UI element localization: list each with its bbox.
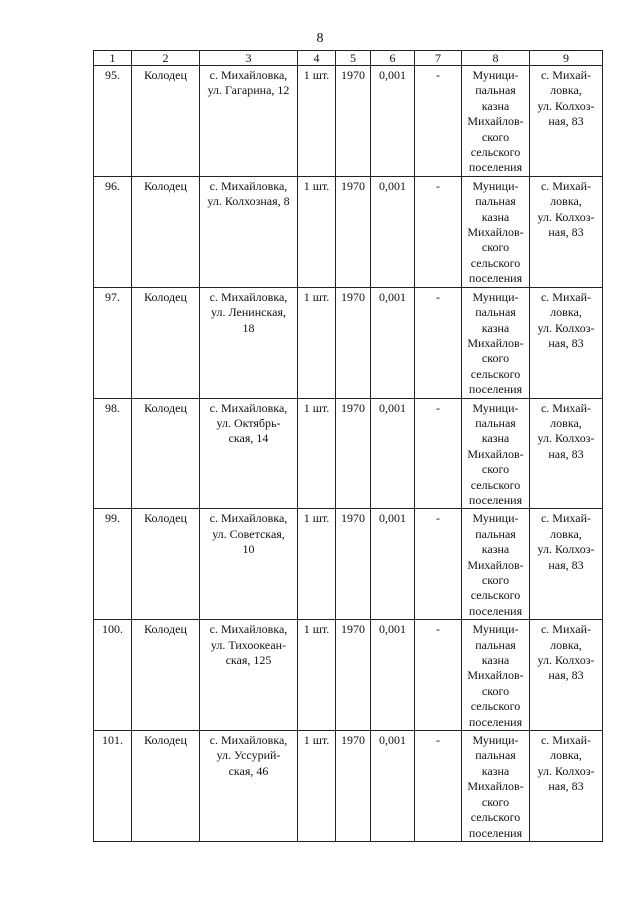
cell-line: ская, 125 xyxy=(225,653,272,668)
cell-line: с. Михай- xyxy=(540,289,591,304)
object-name-cell: Колодец xyxy=(132,620,200,731)
cell-line: сельского xyxy=(470,699,521,714)
owner-cell xyxy=(462,509,530,620)
cell-line: ловка, xyxy=(550,415,582,430)
value-cell: 0,001 xyxy=(371,398,415,509)
year-cell: 1970 xyxy=(336,509,371,620)
row-number-cell: 95. xyxy=(94,66,132,177)
cell-line: ная, 83 xyxy=(548,114,584,129)
row-number-cell: 100. xyxy=(94,620,132,731)
cell-line: Муници- xyxy=(472,511,519,526)
year-cell: 1970 xyxy=(336,66,371,177)
object-name-cell: Колодец xyxy=(132,66,200,177)
quantity-cell: 1 шт. xyxy=(298,287,336,398)
cell-line: ул. Тихоокеан- xyxy=(210,637,287,652)
cell-line: Муници- xyxy=(472,622,519,637)
column-number: 5 xyxy=(336,51,371,66)
location-cell xyxy=(530,620,603,731)
location-cell xyxy=(530,731,603,842)
cell-line: с. Михай- xyxy=(540,622,591,637)
cell-line: с. Михайловка, xyxy=(209,68,288,82)
cell-line: ского xyxy=(481,240,510,255)
column-7-cell: - xyxy=(415,176,462,287)
cell-line: Михайлов- xyxy=(467,335,524,350)
cell-line: ул. Гагарина, 12 xyxy=(207,83,290,98)
cell-line: казна xyxy=(481,763,510,778)
cell-line: поселения xyxy=(468,825,523,840)
cell-line: ная, 83 xyxy=(548,335,584,350)
cell-line: ная, 83 xyxy=(548,446,584,461)
cell-line: ул. Октябрь- xyxy=(216,415,281,430)
cell-line: с. Михайловка, xyxy=(209,511,288,526)
cell-line: с. Михай- xyxy=(540,68,591,82)
cell-line: Муници- xyxy=(472,68,519,82)
column-7-cell: - xyxy=(415,731,462,842)
quantity-cell: 1 шт. xyxy=(298,509,336,620)
cell-line: ул. Ленинская, xyxy=(211,305,286,320)
cell-line: казна xyxy=(481,98,510,113)
cell-line: ского xyxy=(481,794,510,809)
table-row xyxy=(94,176,603,287)
cell-line: ловка, xyxy=(550,194,582,209)
column-7-cell: - xyxy=(415,398,462,509)
object-name-cell: Колодец xyxy=(132,287,200,398)
cell-line: ная, 83 xyxy=(548,668,584,683)
row-number-cell: 96. xyxy=(94,176,132,287)
column-number: 8 xyxy=(462,51,530,66)
table-row xyxy=(94,731,603,842)
value-cell: 0,001 xyxy=(371,731,415,842)
owner-cell xyxy=(462,620,530,731)
quantity-cell: 1 шт. xyxy=(298,620,336,731)
cell-line: ловка, xyxy=(550,748,582,763)
cell-line: пальная xyxy=(475,415,516,430)
address-cell xyxy=(200,509,298,620)
cell-line: ская, 46 xyxy=(228,763,269,778)
cell-line: Муници- xyxy=(472,289,519,304)
cell-line: поселения xyxy=(468,714,523,729)
table-row xyxy=(94,509,603,620)
address-cell xyxy=(200,176,298,287)
cell-line: с. Михай- xyxy=(540,400,591,415)
address-cell xyxy=(200,287,298,398)
row-number-cell: 97. xyxy=(94,287,132,398)
cell-line: ул. Колхоз- xyxy=(537,320,595,335)
value-cell: 0,001 xyxy=(371,620,415,731)
owner-cell xyxy=(462,176,530,287)
quantity-cell: 1 шт. xyxy=(298,176,336,287)
column-number-row xyxy=(94,51,603,66)
address-cell xyxy=(200,66,298,177)
cell-line: ул. Колхоз- xyxy=(537,209,595,224)
cell-line: ловка, xyxy=(550,83,582,98)
cell-line: ская, 14 xyxy=(228,431,269,446)
address-cell xyxy=(200,398,298,509)
column-7-cell: - xyxy=(415,620,462,731)
object-name-cell: Колодец xyxy=(132,398,200,509)
cell-line: поселения xyxy=(468,492,523,507)
row-number-cell: 99. xyxy=(94,509,132,620)
year-cell: 1970 xyxy=(336,176,371,287)
column-7-cell: - xyxy=(415,509,462,620)
column-number: 3 xyxy=(200,51,298,66)
cell-line: Михайлов- xyxy=(467,114,524,129)
page-number: 8 xyxy=(316,31,324,46)
owner-cell xyxy=(462,66,530,177)
value-cell: 0,001 xyxy=(371,66,415,177)
cell-line: ная, 83 xyxy=(548,779,584,794)
cell-line: с. Михай- xyxy=(540,511,591,526)
column-7-cell: - xyxy=(415,287,462,398)
cell-line: Муници- xyxy=(472,733,519,748)
cell-line: ул. Колхоз- xyxy=(537,542,595,557)
object-name-cell: Колодец xyxy=(132,509,200,620)
cell-line: 10 xyxy=(242,542,255,557)
cell-line: ул. Колхоз- xyxy=(537,763,595,778)
cell-line: Михайлов- xyxy=(467,446,524,461)
year-cell: 1970 xyxy=(336,731,371,842)
cell-line: пальная xyxy=(475,637,516,652)
row-number-cell: 101. xyxy=(94,731,132,842)
cell-line: пальная xyxy=(475,83,516,98)
cell-line: казна xyxy=(481,209,510,224)
cell-line: сельского xyxy=(470,255,521,270)
cell-line: ловка, xyxy=(550,526,582,541)
cell-line: казна xyxy=(481,431,510,446)
cell-line: ул. Колхозная, 8 xyxy=(207,194,290,209)
cell-line: сельского xyxy=(470,366,521,381)
owner-cell xyxy=(462,398,530,509)
address-cell xyxy=(200,620,298,731)
cell-line: сельского xyxy=(470,810,521,825)
cell-line: ная, 83 xyxy=(548,225,584,240)
object-name-cell: Колодец xyxy=(132,731,200,842)
quantity-cell: 1 шт. xyxy=(298,731,336,842)
column-number: 6 xyxy=(371,51,415,66)
address-cell xyxy=(200,731,298,842)
cell-line: ул. Колхоз- xyxy=(537,431,595,446)
cell-line: ского xyxy=(481,351,510,366)
cell-line: пальная xyxy=(475,194,516,209)
row-number-cell: 98. xyxy=(94,398,132,509)
cell-line: пальная xyxy=(475,748,516,763)
cell-line: ловка, xyxy=(550,637,582,652)
cell-line: поселения xyxy=(468,160,523,175)
cell-line: казна xyxy=(481,320,510,335)
value-cell: 0,001 xyxy=(371,509,415,620)
cell-line: пальная xyxy=(475,305,516,320)
table-body xyxy=(94,51,603,842)
cell-line: с. Михайловка, xyxy=(209,178,288,193)
cell-line: Муници- xyxy=(472,400,519,415)
cell-line: с. Михай- xyxy=(540,178,591,193)
cell-line: сельского xyxy=(470,477,521,492)
column-7-cell: - xyxy=(415,66,462,177)
cell-line: сельского xyxy=(470,588,521,603)
column-number: 2 xyxy=(132,51,200,66)
cell-line: ул. Колхоз- xyxy=(537,653,595,668)
cell-line: Михайлов- xyxy=(467,779,524,794)
location-cell xyxy=(530,176,603,287)
cell-line: с. Михайловка, xyxy=(209,733,288,748)
table-row xyxy=(94,620,603,731)
cell-line: сельского xyxy=(470,145,521,160)
cell-line: пальная xyxy=(475,526,516,541)
cell-line: казна xyxy=(481,542,510,557)
cell-line: Муници- xyxy=(472,178,519,193)
year-cell: 1970 xyxy=(336,398,371,509)
column-number: 7 xyxy=(415,51,462,66)
cell-line: ского xyxy=(481,462,510,477)
cell-line: Михайлов- xyxy=(467,225,524,240)
table-row xyxy=(94,398,603,509)
cell-line: 18 xyxy=(242,320,255,335)
location-cell xyxy=(530,66,603,177)
cell-line: Михайлов- xyxy=(467,668,524,683)
cell-line: с. Михайловка, xyxy=(209,289,288,304)
location-cell xyxy=(530,398,603,509)
cell-line: ского xyxy=(481,129,510,144)
cell-line: поселения xyxy=(468,382,523,397)
cell-line: поселения xyxy=(468,271,523,286)
location-cell xyxy=(530,509,603,620)
cell-line: казна xyxy=(481,653,510,668)
column-number: 9 xyxy=(530,51,603,66)
column-number: 4 xyxy=(298,51,336,66)
cell-line: ная, 83 xyxy=(548,557,584,572)
object-name-cell: Колодец xyxy=(132,176,200,287)
cell-line: поселения xyxy=(468,603,523,618)
column-number: 1 xyxy=(94,51,132,66)
cell-line: Михайлов- xyxy=(467,557,524,572)
cell-line: ул. Советская, xyxy=(212,526,285,541)
year-cell: 1970 xyxy=(336,620,371,731)
value-cell: 0,001 xyxy=(371,176,415,287)
cell-line: ул. Уссурий- xyxy=(216,748,281,763)
year-cell: 1970 xyxy=(336,287,371,398)
cell-line: ловка, xyxy=(550,305,582,320)
table-row xyxy=(94,287,603,398)
cell-line: с. Михайловка, xyxy=(209,622,288,637)
cell-line: ского xyxy=(481,573,510,587)
location-cell xyxy=(530,287,603,398)
value-cell: 0,001 xyxy=(371,287,415,398)
table-row xyxy=(94,66,603,177)
property-registry-table xyxy=(93,50,603,842)
quantity-cell: 1 шт. xyxy=(298,398,336,509)
cell-line: с. Михай- xyxy=(540,733,591,748)
cell-line: ул. Колхоз- xyxy=(537,98,595,113)
cell-line: ского xyxy=(481,683,510,698)
cell-line: с. Михайловка, xyxy=(209,400,288,415)
owner-cell xyxy=(462,287,530,398)
owner-cell xyxy=(462,731,530,842)
quantity-cell: 1 шт. xyxy=(298,66,336,177)
